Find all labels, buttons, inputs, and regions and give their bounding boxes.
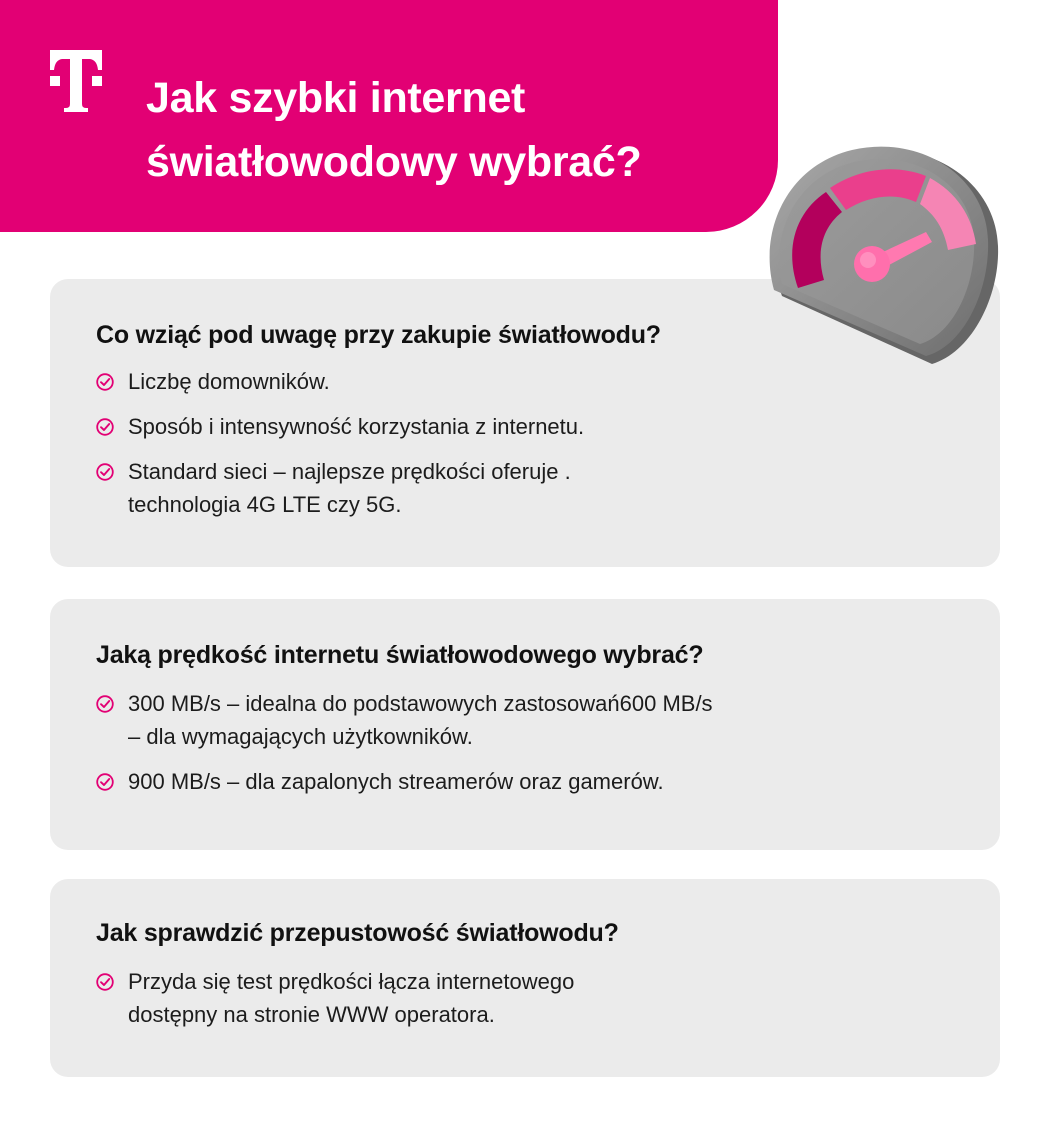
list-item-text-line-1: 300 MB/s – idealna do podstawowych zastosowań600 MB/s xyxy=(128,691,713,716)
header-banner xyxy=(0,0,778,232)
check-circle-icon xyxy=(96,773,114,791)
list-item-text-line-2: – dla wymagających użytkowników. xyxy=(128,724,473,749)
check-circle-icon xyxy=(96,973,114,991)
card-title: Jak sprawdzić przepustowość światłowodu? xyxy=(96,919,619,947)
page-title-line-1: Jak szybki internet xyxy=(146,74,526,122)
check-circle-icon xyxy=(96,463,114,481)
list-item-text-line-2: technologia 4G LTE czy 5G. xyxy=(128,492,402,517)
list-item xyxy=(96,455,856,521)
card-title: Co wziąć pod uwagę przy zakupie światłowodu? xyxy=(96,321,661,349)
info-card-speed-choice xyxy=(50,599,1000,850)
telekom-logo-icon xyxy=(50,50,102,112)
card-title: Jaką prędkość internetu światłowodowego wybrać? xyxy=(96,641,704,669)
list-item-text-line-1: Standard sieci – najlepsze prędkości oferuje . xyxy=(128,459,571,484)
list-item-text-line-2: dostępny na stronie WWW operatora. xyxy=(128,1002,495,1027)
page-title-line-2: światłowodowy wybrać? xyxy=(146,138,642,186)
list-item xyxy=(96,410,856,443)
checklist xyxy=(96,965,856,1043)
page-title xyxy=(146,66,641,194)
speedometer-gauge-icon xyxy=(760,120,1010,370)
check-circle-icon xyxy=(96,695,114,713)
check-circle-icon xyxy=(96,418,114,436)
list-item-text: Sposób i intensywność korzystania z internetu. xyxy=(128,414,585,439)
list-item-text: Liczbę domowników. xyxy=(128,369,330,394)
list-item-text-line-1: Przyda się test prędkości łącza internetowego xyxy=(128,969,575,994)
checklist xyxy=(96,687,856,810)
checklist xyxy=(96,365,856,533)
list-item xyxy=(96,687,856,753)
check-circle-icon xyxy=(96,373,114,391)
info-card-bandwidth-check xyxy=(50,879,1000,1077)
list-item-text: 900 MB/s – dla zapalonych streamerów oraz gamerów. xyxy=(128,769,664,794)
list-item xyxy=(96,965,856,1031)
list-item xyxy=(96,765,856,798)
list-item xyxy=(96,365,856,398)
